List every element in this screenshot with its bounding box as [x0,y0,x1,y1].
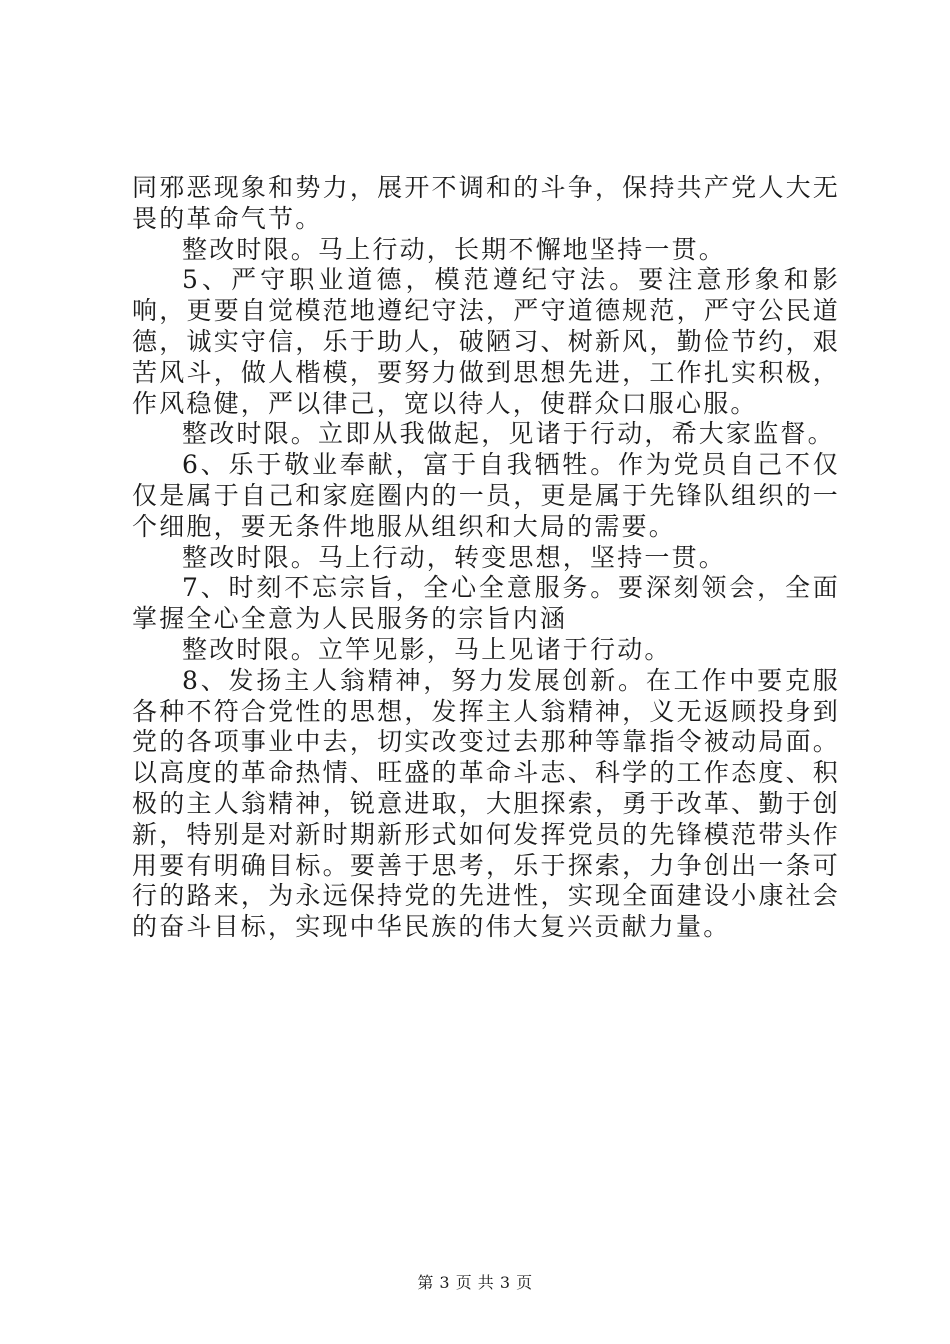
paragraph-deadline-7: 整改时限。立竿见影，马上见诸于行动。 [182,634,672,664]
paragraph-item-8: 8、发扬主人翁精神，努力发展创新。在工作中要克服各种不符合党性的思想，发挥主人翁精神，义无返顾投身到党的各项事业中去，切实改变过去那种等靠指令被动局面。以高度的革命热情、旺盛的革命斗志、科学的工作态度、积极的主人翁精神，锐意进取，大胆探索，勇于改革、勤于创新，特别是对新时期新形式如何发挥党员的先锋模范带头作用要有明确目标。要善于思考，乐于探索，力争创出一条可行的路来，为永远保持党的先进性，实现全面建设小康社会的奋斗目标，实现中华民族的伟大复兴贡献力量。 [132,665,840,942]
paragraph-deadline-5: 整改时限。立即从我做起，见诸于行动，希大家监督。 [182,419,835,449]
paragraph-item-6: 6、乐于敬业奉献，富于自我牺牲。作为党员自己不仅仅是属于自己和家庭圈内的一员，更是属于先锋队组织的一个细胞，要无条件地服从组织和大局的需要。 [132,450,840,541]
page-number-footer: 第 3 页 共 3 页 [417,1273,533,1292]
paragraph-item-7: 7、时刻不忘宗旨，全心全意服务。要深刻领会，全面掌握全心全意为人民服务的宗旨内涵 [132,573,840,634]
paragraph-item-5: 5、严守职业道德，模范遵纪守法。要注意形象和影响，更要自觉模范地遵纪守法，严守道德规范，严守公民道德，诚实守信，乐于助人，破陋习、树新风，勤俭节约，艰苦风斗，做人楷模，要努力做到思想先进，工作扎实积极，作风稳健，严以律己，宽以待人，使群众口服心服。 [132,265,840,418]
paragraph-deadline-4: 整改时限。马上行动，长期不懈地坚持一贯。 [182,234,727,264]
paragraph-deadline-6: 整改时限。马上行动，转变思想，坚持一贯。 [182,542,727,572]
document-body [132,173,840,943]
paragraph-continuation: 同邪恶现象和势力，展开不调和的斗争，保持共产党人大无畏的革命气节。 [132,173,840,233]
